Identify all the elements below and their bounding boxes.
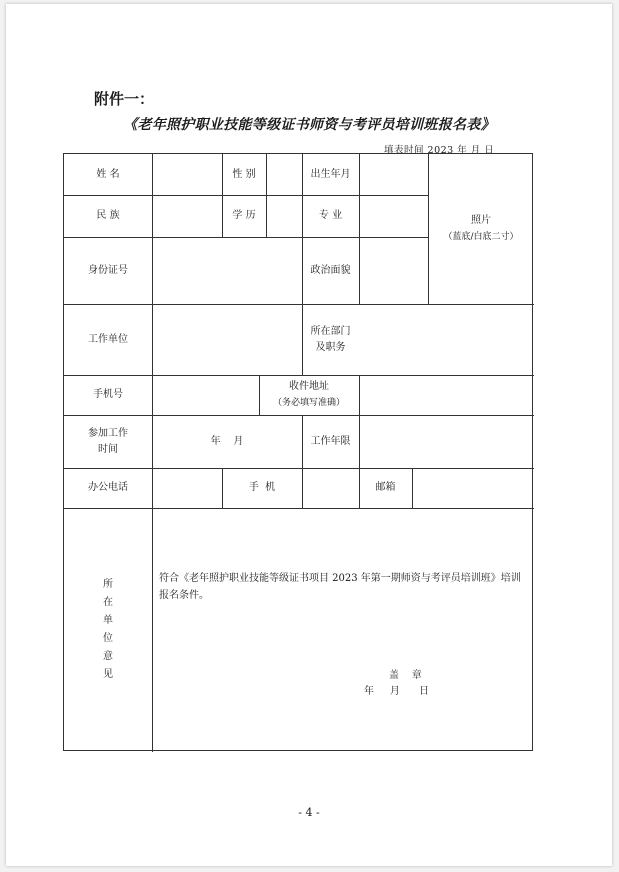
gender-label: 性 别 <box>232 168 256 180</box>
work-start-label-1: 参加工作 <box>88 427 128 439</box>
ethnicity-label: 民 族 <box>96 210 120 221</box>
birth-label: 出生年月 <box>310 168 351 180</box>
col-divider <box>359 415 360 468</box>
opinion-char: 单 <box>103 615 113 626</box>
office-phone-label: 办公电话 <box>88 482 128 493</box>
photo-cell <box>428 154 534 304</box>
photo-label: 照片 <box>471 215 491 226</box>
form-title: 《老年照护职业技能等级证书师资与考评员培训班报名表》 <box>123 117 495 133</box>
opinion-char: 位 <box>103 633 113 644</box>
mobile-label: 手机号 <box>93 389 123 400</box>
dept-cell <box>302 304 359 375</box>
col-divider <box>302 468 303 508</box>
address-cell <box>259 375 359 415</box>
opinion-label <box>64 508 152 752</box>
work-start-value: 年 月 <box>210 435 244 447</box>
seal-date: 年 月 日 <box>364 686 429 697</box>
opinion-text: 符合《老年照护职业技能等级证书项目 2023 年第一期师资与考评员培训班》培训报名条件。 <box>159 573 521 601</box>
col-divider <box>359 375 360 415</box>
opinion-char: 所 <box>103 579 113 590</box>
work-start-label-2: 时间 <box>98 443 118 455</box>
dept-label-1: 所在部门 <box>310 325 351 337</box>
document-page <box>6 4 612 866</box>
name-label: 姓 名 <box>96 168 120 180</box>
education-label: 学 历 <box>232 210 256 221</box>
seal-label: 盖 章 <box>389 670 422 681</box>
political-label: 政治面貌 <box>310 264 351 276</box>
col-divider <box>412 468 413 508</box>
years-label: 工作年限 <box>310 435 351 447</box>
dept-label-2: 及职务 <box>315 341 346 353</box>
col-divider <box>359 154 360 304</box>
address-note: （务必填写准确） <box>272 398 345 408</box>
employer-label: 工作单位 <box>88 333 128 345</box>
email-label: 邮箱 <box>375 482 396 493</box>
id-label: 身份证号 <box>88 264 128 276</box>
page-number: - 4 - <box>298 806 320 819</box>
attachment-label: 附件一： <box>94 90 155 108</box>
col-divider <box>266 154 267 237</box>
address-label: 收件地址 <box>289 381 329 392</box>
photo-note: （蓝底/白底二寸） <box>443 232 519 242</box>
opinion-char: 在 <box>103 597 113 608</box>
opinion-char: 见 <box>103 669 113 680</box>
work-start-cell <box>64 415 152 468</box>
phone-label: 手 机 <box>248 482 276 493</box>
opinion-char: 意 <box>103 651 113 662</box>
registration-form <box>63 153 533 751</box>
major-label: 专 业 <box>318 210 343 221</box>
fill-date: 填表时间 2023 年 月 日 <box>384 145 495 156</box>
